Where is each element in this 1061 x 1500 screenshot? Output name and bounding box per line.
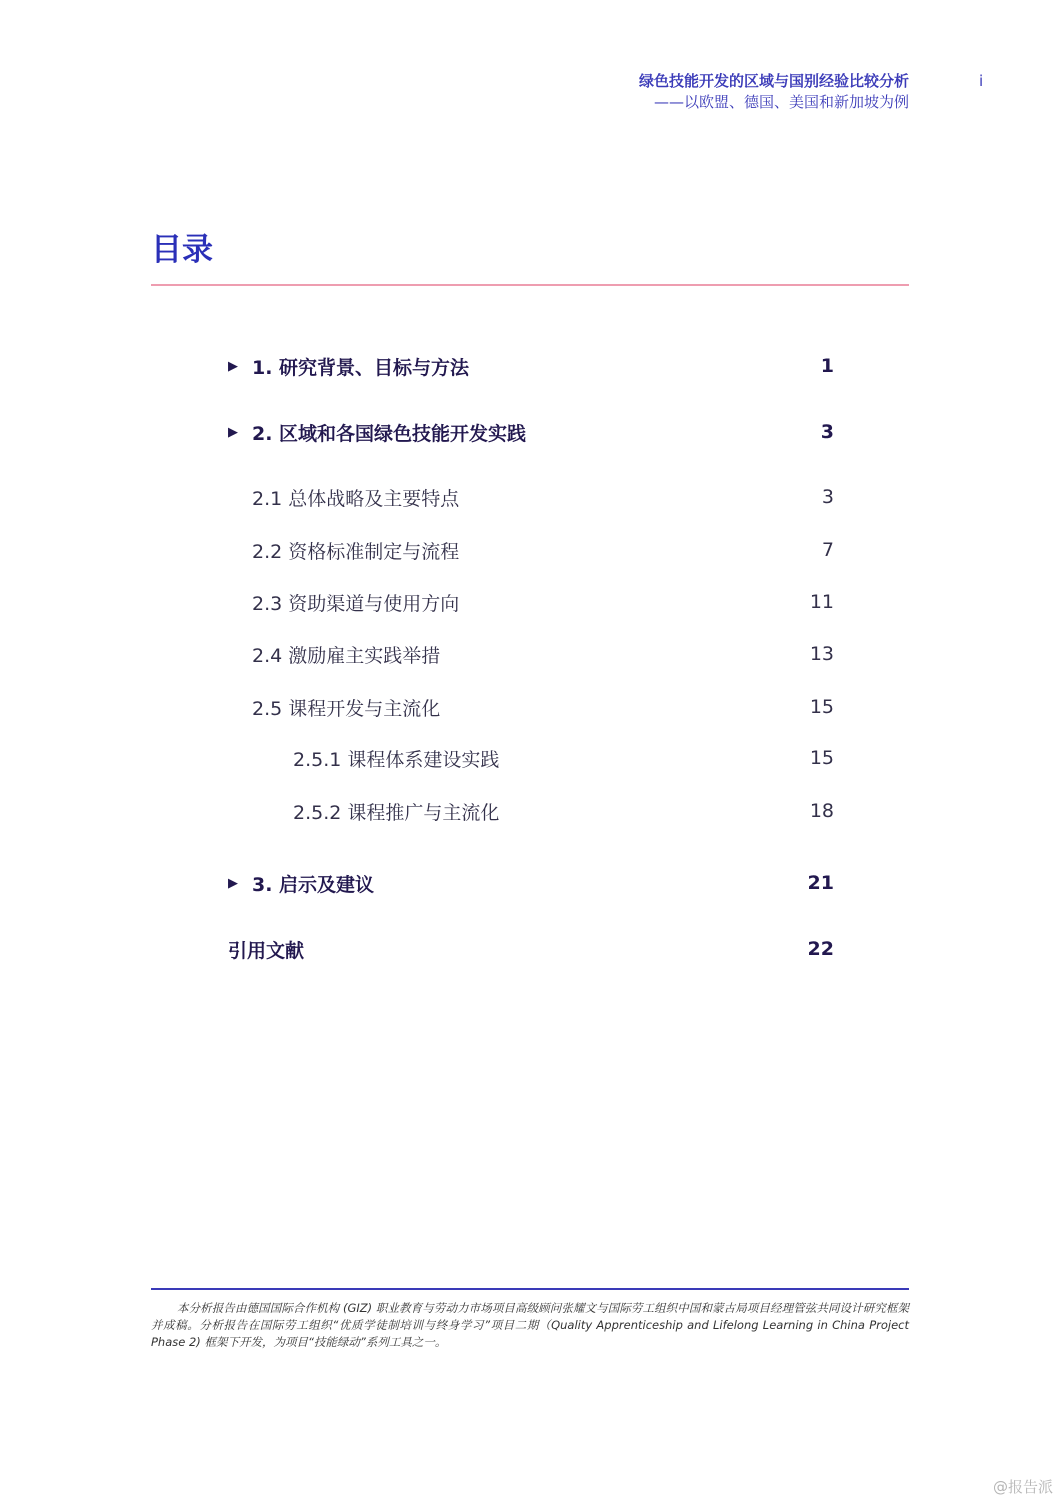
toc-entry-label: 2.4 激励雇主实践举措 [252,644,441,667]
toc-entry-label: 2.3 资助渠道与使用方向 [252,592,460,615]
watermark: @报告派 [992,1478,1053,1496]
toc-entry-label: 2.5.2 课程推广与主流化 [293,801,500,824]
toc-entry-2-5-1[interactable] [228,743,834,773]
toc-heading: 目录 [151,232,213,268]
toc-entry-2-5-2[interactable] [228,796,834,826]
toc-entry-2-3[interactable] [228,587,834,617]
toc-entry-label: 2.1 总体战略及主要特点 [252,487,460,510]
toc-entry-label: 2.5.1 课程体系建设实践 [293,748,500,771]
toc-entry-page: 3 [820,421,834,443]
toc-entry-page: 21 [807,872,834,894]
toc-entry-page: 7 [821,539,834,561]
toc-entry-3[interactable] [228,868,834,898]
triangle-bullet-icon: ▶ [228,875,238,891]
toc-entry-2-5[interactable] [228,692,834,722]
toc-entry-2-4[interactable] [228,639,834,669]
triangle-bullet-icon: ▶ [228,358,238,374]
toc-entry-page: 1 [820,355,834,377]
toc-entry-2[interactable] [228,417,834,447]
toc-entry-2-2[interactable] [228,535,834,565]
footnote: 本分析报告由德国国际合作机构 (GIZ) 职业教育与劳动力市场项目高级顾问张耀文与国际劳工组织中国和蒙古局项目经理管弦共同设计研究框架并成稿。分析报告在国际劳工组织“优质学徒制培训与终身学习”项目二期（Quality Apprenticeship and Lifelong Learning in China Project Phase 2) 框架下开发，为项目“技能绿动”系列工具之一。 [151,1301,909,1349]
toc-entry-page: 13 [809,643,834,665]
toc-entry-page: 3 [821,486,834,508]
page-number: i [979,72,984,90]
header-subtitle: ——以欧盟、德国、美国和新加坡为例 [653,93,909,111]
toc-entry-page: 15 [809,696,834,718]
toc-entry-2-1[interactable] [228,482,834,512]
header-title: 绿色技能开发的区域与国别经验比较分析 [638,72,909,90]
toc-entry-label: 引用文献 [228,939,305,962]
toc-entry-page: 15 [809,747,834,769]
toc-divider [151,284,909,286]
toc-entry-label: 2. 区域和各国绿色技能开发实践 [252,422,527,445]
toc-entry-label: 2.5 课程开发与主流化 [252,697,441,720]
toc-entry-label: 2.2 资格标准制定与流程 [252,540,460,563]
footnote-divider [151,1288,909,1290]
toc-entry-label: 1. 研究背景、目标与方法 [252,356,470,379]
toc-entry-page: 22 [807,938,834,960]
toc-entry-1[interactable] [228,351,834,381]
toc-entry-references[interactable] [228,934,834,964]
toc-entry-label: 3. 启示及建议 [252,873,375,896]
toc-entry-page: 11 [809,591,834,613]
toc-entry-page: 18 [809,800,834,822]
triangle-bullet-icon: ▶ [228,424,238,440]
